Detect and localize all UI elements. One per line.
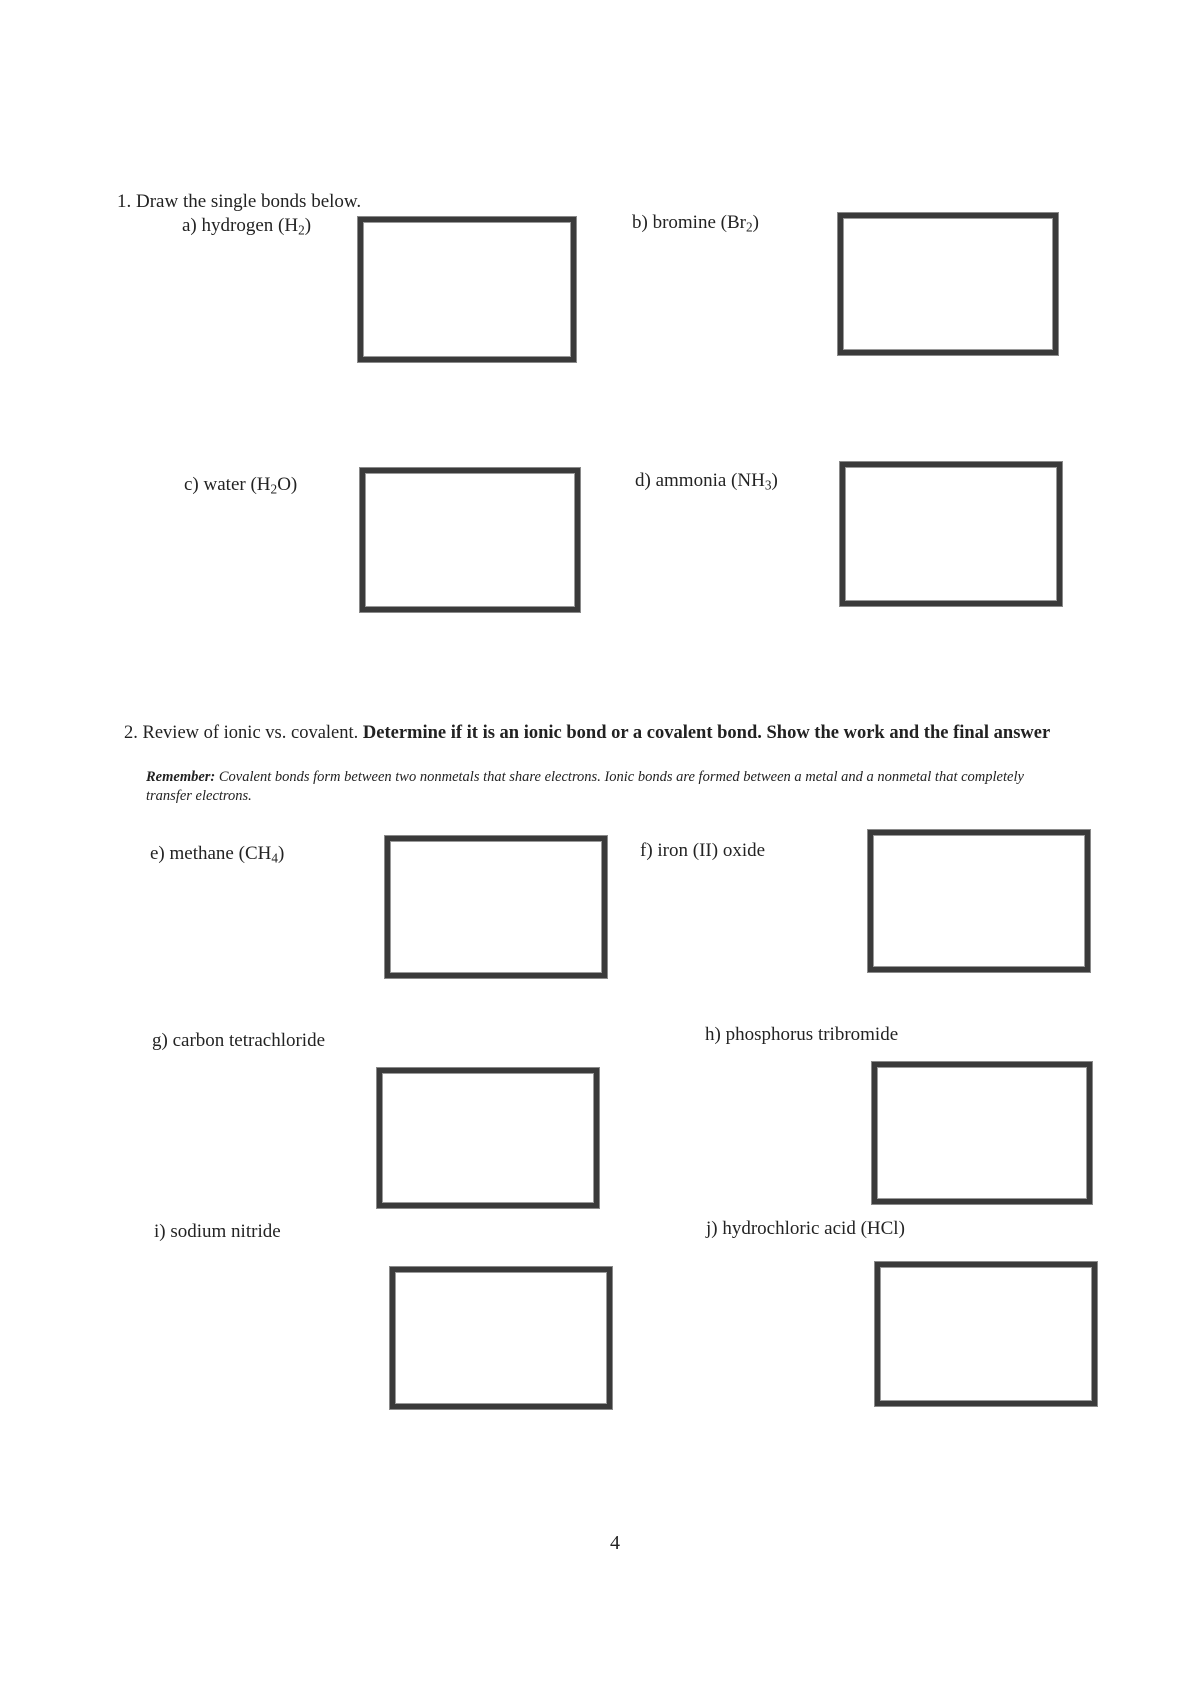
remember-label: Remember: — [146, 769, 216, 785]
item-formula: $(H_2O)$ — [250, 474, 298, 497]
q2-item-i: i) sodium nitride — [154, 1221, 281, 1242]
q2-heading-plain: 2. Review of ionic vs. covalent. — [124, 723, 359, 743]
item-formula: $(NH_3)$ — [731, 470, 778, 493]
q2-item-f: f) iron (II) oxide — [640, 840, 766, 861]
answer-box-j[interactable] — [875, 1262, 1097, 1406]
answer-box-b[interactable] — [838, 213, 1058, 355]
q1-item-c — [184, 474, 297, 496]
answer-box-c[interactable] — [360, 468, 580, 612]
q2-item-e — [150, 843, 284, 865]
answer-box-d[interactable] — [840, 462, 1062, 606]
answer-box-f[interactable] — [868, 830, 1090, 972]
item-formula: $(H_2)$ — [278, 215, 312, 238]
item-label: c) water — [184, 474, 246, 495]
item-label: a) hydrogen — [182, 215, 274, 236]
page-number: 4 — [610, 1532, 620, 1554]
answer-box-a[interactable] — [358, 217, 576, 362]
item-label: b) bromine — [632, 212, 716, 233]
q1-item-a — [182, 215, 311, 237]
item-formula: $(CH_4)$ — [238, 843, 285, 866]
q2-item-g: g) carbon tetrachloride — [152, 1030, 326, 1051]
remember-text: Covalent bonds form between two nonmetals that share electrons. Ionic bonds are formed between a metal and a nonmetal that completely transfer electrons. — [146, 769, 1024, 804]
q2-heading-bold: Determine if it is an ionic bond or a covalent bond. Show the work and the final answer — [362, 723, 1051, 743]
answer-box-e[interactable] — [385, 836, 607, 978]
answer-box-h[interactable] — [872, 1062, 1092, 1204]
answer-box-i[interactable] — [390, 1267, 612, 1409]
item-label: d) ammonia — [635, 470, 727, 491]
q2-remember-note — [146, 768, 1056, 806]
q1-heading: 1. Draw the single bonds below. — [117, 191, 362, 212]
q2-heading — [124, 722, 1054, 745]
q1-item-b — [632, 212, 759, 234]
answer-box-g[interactable] — [377, 1068, 599, 1208]
item-label: e) methane — [150, 843, 234, 864]
q2-item-h: h) phosphorus tribromide — [705, 1024, 899, 1045]
q1-item-d — [635, 470, 778, 492]
q2-item-j: j) hydrochloric acid (HCl) — [706, 1218, 905, 1239]
item-formula: $(Br_2)$ — [720, 212, 759, 235]
